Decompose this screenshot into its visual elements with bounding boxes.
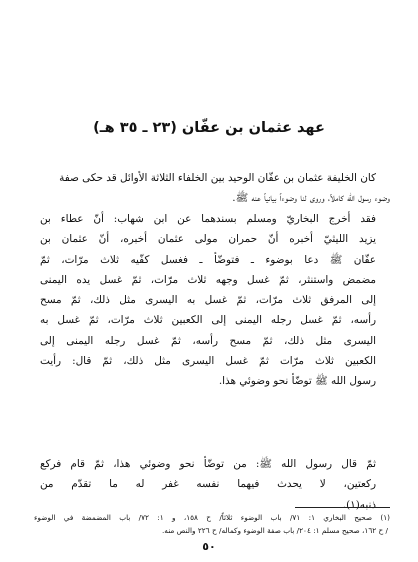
hadith-paragraph (40, 209, 376, 392)
hadith-line: ثمّ قال رسول الله ﷺ: من توضّأ نحو وضوئي هذا، ثمّ قام فركع (40, 458, 376, 470)
chapter-title: عهد عثمان بن عفّان (٢٣ ـ ٣٥ هـ) (93, 120, 325, 136)
intro-paragraph (40, 168, 390, 209)
hadith-continuation-paragraph (40, 454, 376, 515)
hadith-line: إلى المرفق ثلاث مرّات، ثمّ غسل به اليسرى مثل ذلك، ثمّ مسح (40, 294, 376, 307)
hadith-line: رأسه، ثمّ غسل رجله اليمنى إلى الكعبين ثلاث مرّات، ثمّ غسل به (40, 314, 376, 327)
hadith-line: عفّان ﷺ دعا بوضوء ـ فتوضّأ ـ فغسل كفّيه ثلاث مرّات، ثمّ (40, 253, 376, 266)
hadith-line: يزيد الليثيّ أخبره أنّ حمران مولى عثمان أخبره، أنّ عثمان بن (40, 233, 376, 246)
footnote-divider (295, 507, 390, 508)
hadith-line: رسول الله ﷺ توضّأ نحو وضوئي هذا. (218, 375, 376, 388)
hadith-line: فقد أخرج البخاريّ ومسلم بسندهما عن ابن شهاب: أنّ عطاء بن (40, 213, 376, 225)
hadith-line: الكعبين ثلاث مرّات ثمّ غسل اليسرى مثل ذلك، ثمّ قال: رأيت (40, 355, 376, 368)
footnote-line: / ح ١٦٢، صحيح مسلم ١: ٢٠٤/ باب صفة الوضوء وكماله/ ح ٢٢٦ والنص منه. (161, 525, 388, 535)
footnotes (34, 512, 390, 537)
hadith-line: مضمض واستنثر، ثمّ غسل وجهه ثلاث مرّات، ثمّ غسل يده اليمنى (40, 273, 376, 286)
intro-line: وضوء رسول الله كاملاً، وروى لنا وضوءاً بيانياً عنه ﷺ. (232, 192, 390, 205)
footnote-line: (١) صحيح البخاري ١: ٧١/ باب الوضوء ثلاثاً/ ح ١٥٨، و ١: ٧٢/ باب المضمضة في الوضوء (34, 513, 391, 522)
page-number: ٥٠ (202, 540, 216, 553)
intro-line: كان الخليفة عثمان بن عفّان الوحيد بين الخلفاء الثلاثة الأوائل قد حكى صفة (59, 172, 376, 184)
hadith-line: ركعتين، لا يحدث فيهما نفسه غفر له ما تقدّم من (40, 478, 376, 491)
hadith-line: ذنبه(١). (342, 498, 376, 511)
hadith-line: اليسرى مثل ذلك، ثمّ مسح رأسه، ثمّ غسل رجله اليمنى إلى (40, 334, 376, 347)
